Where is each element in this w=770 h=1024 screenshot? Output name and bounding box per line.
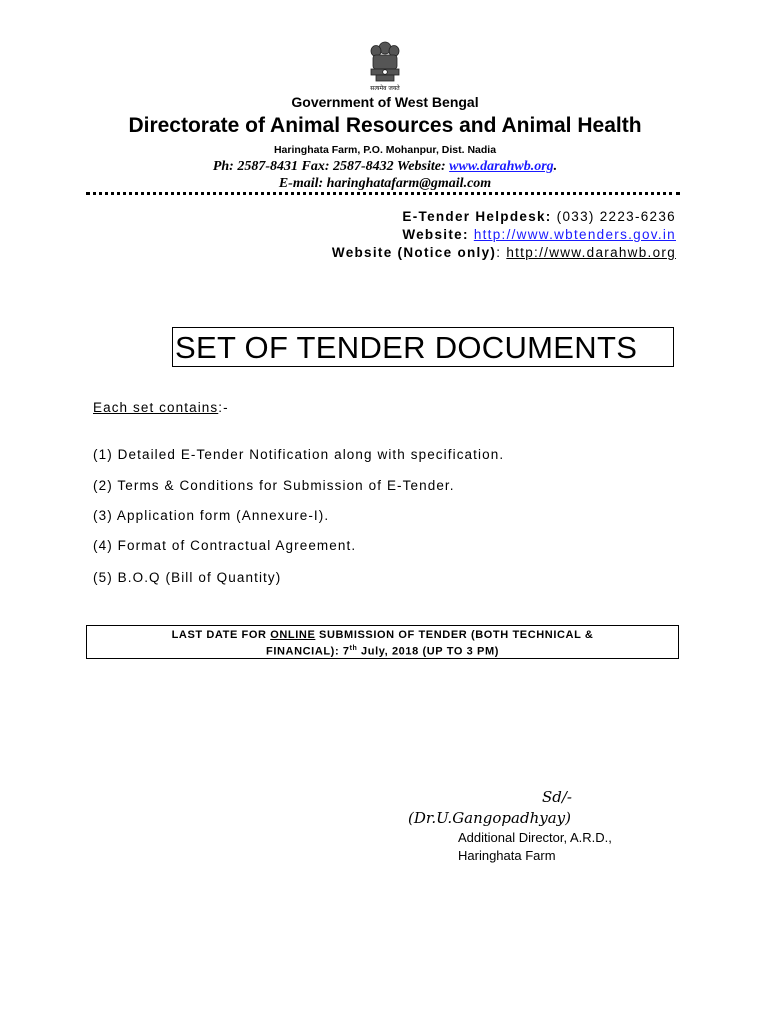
helpdesk-line (402, 209, 676, 224)
contents-intro-label: Each set contains (93, 400, 219, 415)
deadline-part1: LAST DATE FOR (171, 629, 271, 641)
directorate-name: Directorate of Animal Resources and Animal Health (128, 114, 642, 137)
list-item: (5) B.O.Q (Bill of Quantity) (93, 570, 282, 585)
website-link[interactable]: www.darahwb.org (449, 159, 554, 174)
deadline-part3: FINANCIAL): 7 (266, 645, 350, 658)
phone-fax: Ph: 2587-8431 Fax: 2587-8432 Website: (212, 159, 450, 174)
document-title: SET OF TENDER DOCUMENTS (172, 327, 674, 367)
contents-intro-suffix: :- (218, 400, 229, 415)
email: E-mail: haringhatafarm@gmail.com (278, 176, 492, 191)
tender-website-label: Website: (402, 227, 469, 242)
header-divider (86, 192, 680, 195)
list-item: (1) Detailed E-Tender Notification along with specification. (93, 447, 505, 462)
state-emblem-icon (360, 38, 410, 94)
tender-website-link[interactable]: http://www.wbtenders.gov.in (473, 227, 676, 242)
emblem-caption: सत्यमेव जयते (370, 85, 400, 92)
tender-website-line (402, 227, 676, 242)
signatory-designation: Additional Director, A.R.D., (458, 830, 612, 845)
government-name: Government of West Bengal (291, 94, 479, 110)
deadline-part4: July, 2018 (UP TO 3 PM) (357, 645, 499, 658)
address: Haringhata Farm, P.O. Mohanpur, Dist. Nadia (273, 144, 497, 156)
phone-suffix: . (553, 159, 558, 174)
helpdesk-label: E-Tender Helpdesk: (402, 209, 552, 224)
contact-line (0, 159, 770, 175)
signatory-office: Haringhata Farm (458, 848, 556, 863)
contents-intro (93, 400, 229, 415)
deadline-part2: SUBMISSION OF TENDER (BOTH TECHNICAL & (315, 629, 594, 641)
list-item: (4) Format of Contractual Agreement. (93, 538, 357, 553)
notice-website-label: Website (Notice only) (331, 245, 497, 260)
signature-sd: Sd/- (542, 788, 572, 806)
list-item: (2) Terms & Conditions for Submission of E-Tender. (93, 478, 455, 493)
notice-website-line (332, 245, 676, 260)
deadline-notice (86, 625, 679, 659)
deadline-online: ONLINE (270, 629, 316, 641)
notice-sep: : (496, 245, 507, 260)
notice-website-link[interactable]: http://www.darahwb.org (506, 245, 676, 260)
signatory-name: (Dr.U.Gangopadhyay) (408, 809, 571, 827)
list-item: (3) Application form (Annexure-I). (93, 508, 330, 523)
helpdesk-number: (033) 2223-6236 (551, 209, 676, 224)
deadline-sup: th (349, 645, 358, 652)
